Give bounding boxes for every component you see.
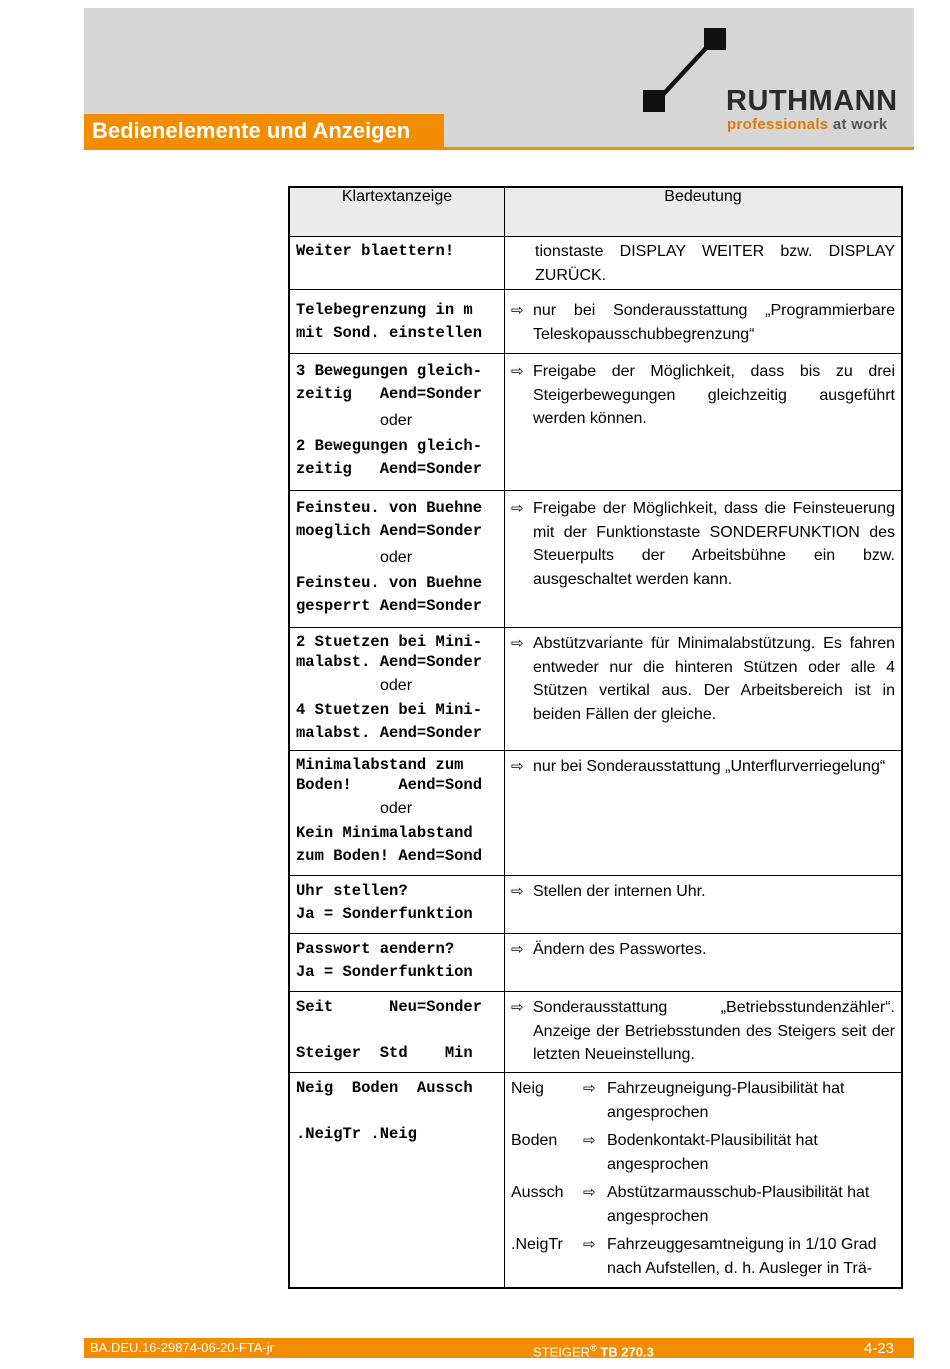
display-text-cell: [289, 491, 505, 628]
meaning-cell: [505, 992, 903, 1073]
column-header-bedeutung: Bedeutung: [505, 187, 903, 237]
meaning-cell: [505, 628, 903, 751]
display-text-cell: [289, 876, 505, 934]
display-line: 4 Stuetzen bei Mini-: [296, 701, 483, 719]
display-line: zeitig Aend=Sonder: [296, 460, 483, 478]
display-line: zum Boden! Aend=Sond: [296, 847, 483, 865]
footer-product-name: STEIGER: [533, 1344, 591, 1360]
display-text-cell: [289, 992, 505, 1073]
arrow-right-icon: ⇨: [511, 363, 524, 380]
table-row: [289, 751, 902, 876]
meaning-text: Ändern des Passwortes.: [533, 941, 707, 958]
meaning-cell: [505, 491, 903, 628]
table-row: [289, 992, 902, 1073]
arrow-right-icon: ⇨: [583, 1184, 596, 1201]
display-text-cell: [289, 628, 505, 751]
arrow-right-icon: ⇨: [511, 883, 524, 900]
table-row: [289, 628, 902, 751]
footer-product: [533, 1339, 654, 1361]
display-line: Feinsteu. von Buehne: [296, 574, 483, 592]
meaning-cell: [505, 876, 903, 934]
meaning-cell: [505, 934, 903, 992]
meaning-text: tionstaste DISPLAY WEITER bzw. DISPLAY ZURÜCK.: [535, 243, 895, 284]
footer-doc-id: BA.DEU.16-29874-06-20-FTA-jr: [90, 1340, 274, 1355]
display-line: Minimalabstand zum: [296, 756, 464, 774]
item-key: .NeigTr: [511, 1236, 563, 1253]
display-line: mit Sond. einstellen: [296, 324, 483, 342]
arrow-right-icon: ⇨: [511, 999, 524, 1016]
meaning-text: nur bei Sonderausstattung „Unterflurverriegelung“: [533, 758, 886, 775]
display-text-cell: [289, 934, 505, 992]
table-row: [289, 290, 902, 354]
display-line: Passwort aendern?: [296, 940, 455, 958]
logo-tag-at-work: at work: [832, 116, 888, 133]
oder-label: oder: [380, 412, 413, 429]
display-line: .NeigTr .Neig: [296, 1125, 417, 1143]
display-text-cell: [289, 751, 505, 876]
column-header-klartextanzeige: Klartextanzeige: [289, 187, 505, 237]
arrow-right-icon: ⇨: [583, 1080, 596, 1097]
table-row: [289, 876, 902, 934]
footer-model: TB 270.3: [600, 1344, 654, 1360]
arrow-right-icon: ⇨: [511, 302, 524, 319]
footer-page-number: 4-23: [864, 1340, 895, 1357]
display-line: Ja = Sonderfunktion: [296, 905, 473, 923]
table-row: [289, 237, 902, 290]
item-text: Fahrzeuggesamtneigung in 1/10 Grad nach Aufstellen, d. h. Ausleger in Trä-: [607, 1236, 877, 1277]
item-key: Aussch: [511, 1184, 564, 1201]
oder-label: oder: [380, 800, 413, 817]
display-text-cell: [289, 237, 505, 290]
section-title: Bedienelemente und Anzeigen: [84, 114, 444, 148]
item-key: Boden: [511, 1132, 558, 1149]
arrow-right-icon: ⇨: [583, 1132, 596, 1149]
meaning-cell: [505, 237, 903, 290]
logo-tagline: [727, 116, 888, 133]
display-line: 2 Bewegungen gleich-: [296, 437, 483, 455]
logo-name: RUTHMANN: [726, 85, 898, 117]
meaning-text: Stellen der internen Uhr.: [533, 883, 706, 900]
plausibility-item: [511, 1129, 895, 1176]
table-row: [289, 491, 902, 628]
display-line: Feinsteu. von Buehne: [296, 499, 483, 517]
display-line: Steiger Std Min: [296, 1044, 473, 1062]
display-line: 2 Stuetzen bei Mini-: [296, 633, 483, 651]
table-row: [289, 1073, 902, 1289]
meaning-text: Freigabe der Möglichkeit, dass bis zu drei Steigerbewegungen gleichzeitig ausgeführt werden können.: [533, 363, 895, 427]
meaning-cell: [505, 1073, 903, 1289]
display-text-table: [288, 186, 903, 1289]
arrow-right-icon: ⇨: [511, 758, 524, 775]
plausibility-item: [511, 1233, 895, 1280]
table-row: [289, 354, 902, 491]
item-text: Bodenkontakt-Plausibilität hat angesprochen: [607, 1132, 818, 1173]
meaning-text: nur bei Sonderausstattung „Programmierbare Teleskopausschubbegrenzung“: [533, 302, 895, 343]
display-line: Boden! Aend=Sond: [296, 776, 483, 794]
display-line: moeglich Aend=Sonder: [296, 522, 483, 540]
meaning-text: Abstützvariante für Minimalabstützung. Es fahren entweder nur die hinteren Stützen oder alle 4 Stützen vertikal aus. Der Arbeitsbereich ist in beiden Fällen der gleiche.: [533, 635, 895, 723]
display-line: Seit Neu=Sonder: [296, 998, 483, 1016]
display-text-cell: [289, 290, 505, 354]
display-line: malabst. Aend=Sonder: [296, 653, 483, 671]
plausibility-item: [511, 1181, 895, 1228]
display-line: zeitig Aend=Sonder: [296, 385, 483, 403]
meaning-text: Sonderausstattung „Betriebsstundenzähler“. Anzeige der Betriebsstunden des Steigers seit der letzten Neueinstellung.: [533, 999, 895, 1063]
meaning-cell: [505, 751, 903, 876]
meaning-text: Freigabe der Möglichkeit, dass die Feinsteuerung mit der Funktionstaste SONDERFUNKTION des Steuerpults der Arbeitsbühne ein bzw. ausgeschaltet werden kann.: [533, 500, 895, 588]
display-line: Neig Boden Aussch: [296, 1079, 473, 1097]
item-text: Fahrzeugneigung-Plausibilität hat angesprochen: [607, 1080, 845, 1121]
display-line: malabst. Aend=Sonder: [296, 724, 483, 742]
oder-label: oder: [380, 549, 413, 566]
display-text-cell: [289, 1073, 505, 1289]
display-text-cell: [289, 354, 505, 491]
display-line: gesperrt Aend=Sonder: [296, 597, 483, 615]
display-line: Uhr stellen?: [296, 882, 408, 900]
display-line: Telebegrenzung in m: [296, 301, 473, 319]
arrow-right-icon: ⇨: [511, 941, 524, 958]
ruthmann-logo-icon: [640, 26, 730, 116]
arrow-right-icon: ⇨: [583, 1236, 596, 1253]
arrow-right-icon: ⇨: [511, 635, 524, 652]
table-header-row: [289, 187, 902, 237]
registered-mark: ®: [590, 1343, 597, 1353]
meaning-cell: [505, 290, 903, 354]
display-line: Kein Minimalabstand: [296, 824, 473, 842]
display-line: Ja = Sonderfunktion: [296, 963, 473, 981]
table-row: [289, 934, 902, 992]
logo-tag-professionals: professionals: [727, 116, 829, 133]
item-key: Neig: [511, 1080, 544, 1097]
meaning-cell: [505, 354, 903, 491]
display-line: 3 Bewegungen gleich-: [296, 362, 483, 380]
display-line: Weiter blaettern!: [296, 242, 455, 260]
arrow-right-icon: ⇨: [511, 500, 524, 517]
oder-label: oder: [380, 677, 413, 694]
plausibility-item: [511, 1077, 895, 1124]
item-text: Abstützarmausschub-Plausibilität hat angesprochen: [607, 1184, 870, 1225]
